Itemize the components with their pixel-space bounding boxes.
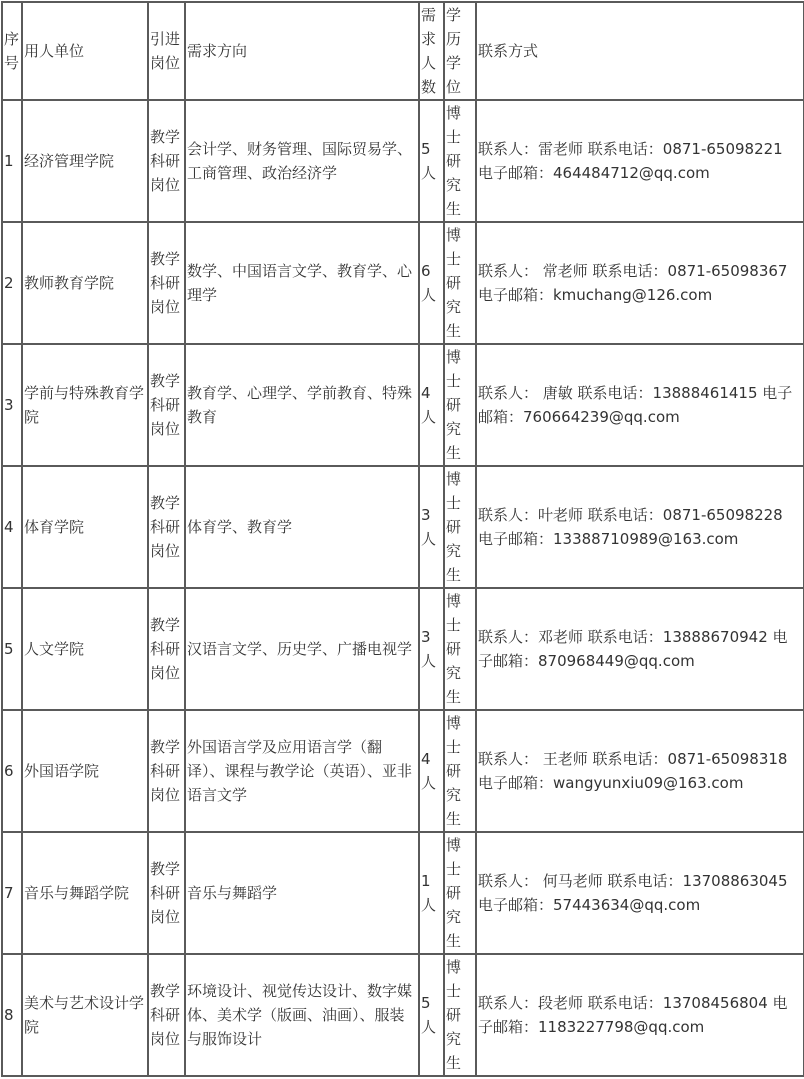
row-post: 教学科研岗位 — [148, 954, 185, 1076]
row-direction: 会计学、财务管理、国际贸易学、工商管理、政治经济学 — [185, 100, 419, 222]
row-edu: 博士研究生 — [444, 710, 476, 832]
header-post: 引进岗位 — [148, 2, 185, 100]
row-direction: 音乐与舞蹈学 — [185, 832, 419, 954]
row-direction: 数学、中国语言文学、教育学、心理学 — [185, 222, 419, 344]
table-row — [2, 344, 804, 466]
recruitment-table — [1, 1, 804, 1077]
row-post: 教学科研岗位 — [148, 222, 185, 344]
header-no: 序号 — [2, 2, 22, 100]
header-direction: 需求方向 — [185, 2, 419, 100]
row-post: 教学科研岗位 — [148, 100, 185, 222]
row-unit: 外国语学院 — [22, 710, 148, 832]
row-unit: 体育学院 — [22, 466, 148, 588]
row-edu: 博士研究生 — [444, 222, 476, 344]
row-contact: 联系人： 何马老师 联系电话：13708863045 电子邮箱：57443634@qq.com — [476, 832, 804, 954]
row-contact: 联系人：叶老师 联系电话：0871-65098228 电子邮箱：13388710989@163.com — [476, 466, 804, 588]
row-edu: 博士研究生 — [444, 344, 476, 466]
table-row — [2, 832, 804, 954]
row-post: 教学科研岗位 — [148, 588, 185, 710]
row-contact: 联系人： 王老师 联系电话：0871-65098318 电子邮箱：wangyunxiu09@163.com — [476, 710, 804, 832]
row-count: 4人 — [419, 710, 444, 832]
row-no: 7 — [2, 832, 22, 954]
row-no: 1 — [2, 100, 22, 222]
row-no: 4 — [2, 466, 22, 588]
row-no: 6 — [2, 710, 22, 832]
row-contact: 联系人：邓老师 联系电话：13888670942 电子邮箱：870968449@qq.com — [476, 588, 804, 710]
row-edu: 博士研究生 — [444, 832, 476, 954]
table-row — [2, 954, 804, 1076]
row-count: 5人 — [419, 954, 444, 1076]
row-contact: 联系人：段老师 联系电话：13708456804 电子邮箱：1183227798@qq.com — [476, 954, 804, 1076]
row-no: 2 — [2, 222, 22, 344]
row-contact: 联系人： 常老师 联系电话：0871-65098367 电子邮箱：kmuchang@126.com — [476, 222, 804, 344]
table-row — [2, 100, 804, 222]
row-unit: 美术与艺术设计学院 — [22, 954, 148, 1076]
table-row — [2, 222, 804, 344]
table-row — [2, 588, 804, 710]
row-post: 教学科研岗位 — [148, 710, 185, 832]
row-edu: 博士研究生 — [444, 954, 476, 1076]
table-header-row — [2, 2, 804, 100]
table-row — [2, 466, 804, 588]
row-post: 教学科研岗位 — [148, 466, 185, 588]
header-contact: 联系方式 — [476, 2, 804, 100]
row-post: 教学科研岗位 — [148, 344, 185, 466]
row-count: 4人 — [419, 344, 444, 466]
row-unit: 学前与特殊教育学院 — [22, 344, 148, 466]
row-edu: 博士研究生 — [444, 100, 476, 222]
header-unit: 用人单位 — [22, 2, 148, 100]
table-row — [2, 710, 804, 832]
row-count: 1人 — [419, 832, 444, 954]
row-direction: 汉语言文学、历史学、广播电视学 — [185, 588, 419, 710]
row-contact: 联系人： 唐敏 联系电话：13888461415 电子邮箱：760664239@qq.com — [476, 344, 804, 466]
row-unit: 人文学院 — [22, 588, 148, 710]
row-direction: 外国语言学及应用语言学（翻译）、课程与教学论（英语）、亚非语言文学 — [185, 710, 419, 832]
header-edu: 学历学位 — [444, 2, 476, 100]
row-direction: 体育学、教育学 — [185, 466, 419, 588]
row-count: 6人 — [419, 222, 444, 344]
row-edu: 博士研究生 — [444, 588, 476, 710]
row-count: 3人 — [419, 588, 444, 710]
row-direction: 教育学、心理学、学前教育、特殊教育 — [185, 344, 419, 466]
row-contact: 联系人：雷老师 联系电话：0871-65098221 电子邮箱：464484712@qq.com — [476, 100, 804, 222]
row-count: 3人 — [419, 466, 444, 588]
row-no: 3 — [2, 344, 22, 466]
row-no: 8 — [2, 954, 22, 1076]
row-post: 教学科研岗位 — [148, 832, 185, 954]
row-edu: 博士研究生 — [444, 466, 476, 588]
row-unit: 音乐与舞蹈学院 — [22, 832, 148, 954]
row-unit: 经济管理学院 — [22, 100, 148, 222]
row-direction: 环境设计、视觉传达设计、数字媒体、美术学（版画、油画）、服装与服饰设计 — [185, 954, 419, 1076]
row-unit: 教师教育学院 — [22, 222, 148, 344]
row-count: 5人 — [419, 100, 444, 222]
header-count: 需求人数 — [419, 2, 444, 100]
row-no: 5 — [2, 588, 22, 710]
